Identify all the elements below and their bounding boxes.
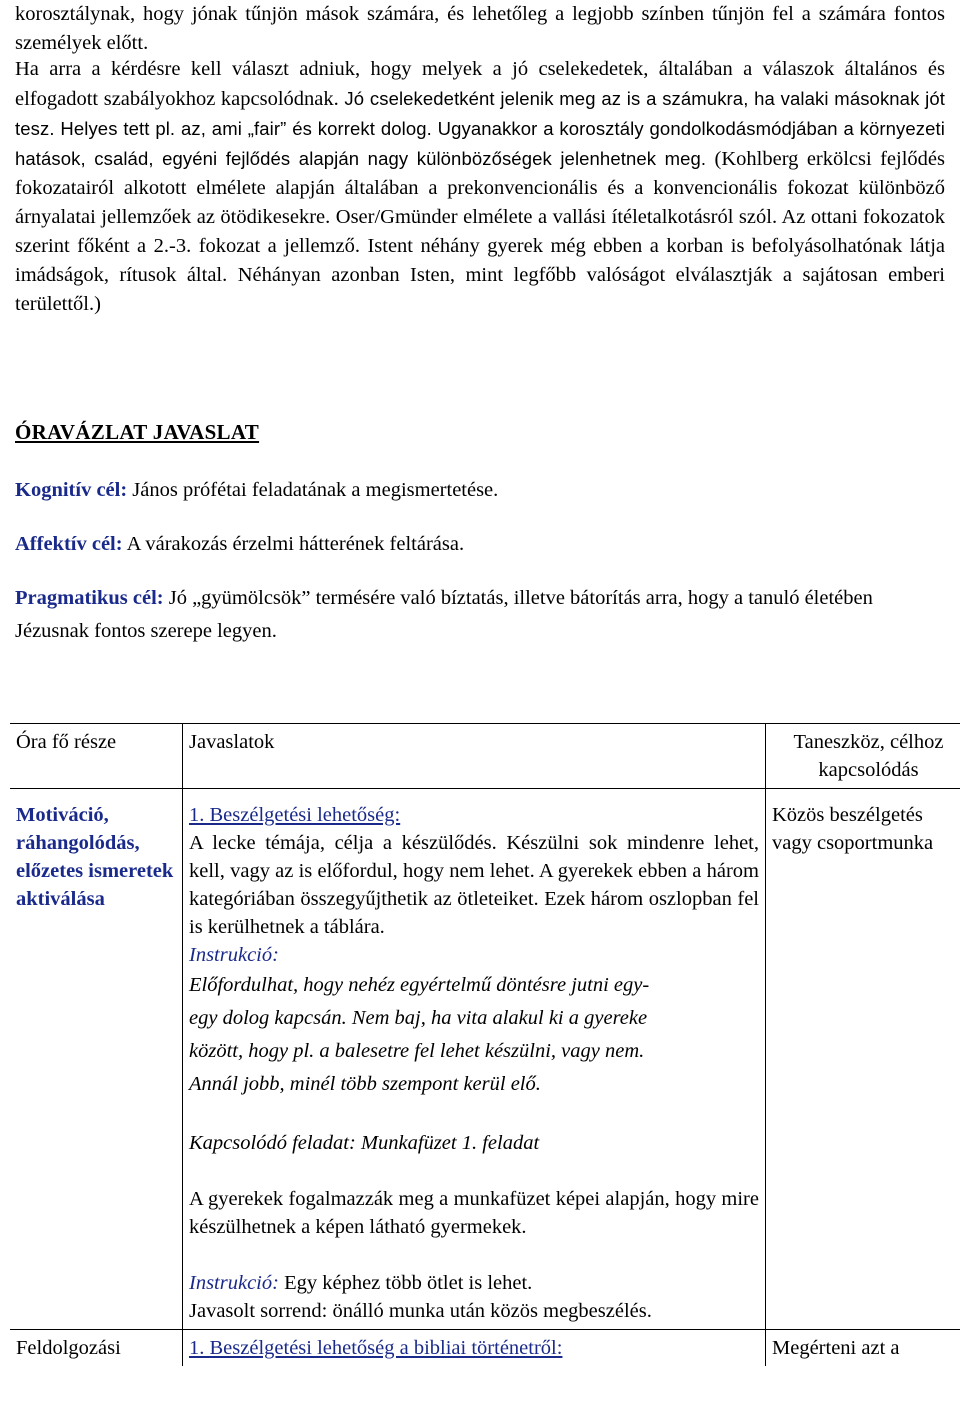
header-suggestions: Javaslatok [183, 724, 766, 789]
instruction-line-2: egy dolog kapcsán. Nem baj, ha vita alakul ki a gyereke [189, 1007, 648, 1029]
intro-text-2a: Ha arra a kérdésre kell választ adniuk, hogy melyek a jó cselekedetek, általában a válaszok általános és elfogadott szabályokhoz kapcsolódnak. [15, 58, 945, 110]
suggestions-motivation [183, 789, 766, 1330]
discussion-title: 1. Beszélgetési lehetőség: [189, 804, 401, 826]
intro-text-2c: (Kohlberg erkölcsi fejlődés fokozatairól alkotott elmélete alapján általában a prekonvencionális és a konvencionális fokozat különböző árnyalatai jellemzőek az ötödikesekre. Oser/Gmünder elmélete a vallási ítéletalkotásról szól. Az ottani fokozatok szerint főként a 2.-3. fokozat a jellemző. Istent néhány gyerek még ebben a korban is befolyásolhatónak látja imádságok, rítusok által. Néhányan azonban Isten, mint legfőbb valóságot elválasztják a sajátosan emberi területtől.) [15, 148, 946, 315]
instruction-line-1: Előfordulhat, hogy nehéz egyértelmű döntésre jutni egy- [189, 974, 650, 996]
related-task: Kapcsolódó feladat: Munkafüzet 1. feladat [189, 1132, 540, 1154]
suggested-order: Javasolt sorrend: önálló munka után közös megbeszélés. [189, 1300, 652, 1322]
intro-text-1: korosztálynak, hogy jónak tűnjön mások számára, és lehetőleg a legjobb színben tűnjön fel a számára fontos személyek előtt. [15, 3, 945, 54]
table-row [10, 1330, 960, 1367]
table-row [10, 789, 960, 1330]
suggestions-processing: 1. Beszélgetési lehetőség a bibliai történetről: [183, 1330, 766, 1367]
instruction-line-3: között, hogy pl. a balesetre fel lehet készülni, vagy nem. [189, 1040, 645, 1062]
goal-pragmatic-text: Jó „gyümölcsök” termésére való bíztatás, illetve bátorítás arra, hogy a tanuló életében Jézusnak fontos szerepe legyen. [15, 587, 873, 642]
instruction-label: Instrukció: [189, 944, 279, 966]
goal-pragmatic [15, 582, 945, 648]
goal-cognitive-text: János prófétai feladatának a megismertetése. [132, 479, 499, 501]
goal-cognitive [15, 474, 945, 507]
header-tools: Taneszköz, célhoz kapcsolódás [766, 724, 960, 789]
intro-paragraph-1 [15, 0, 945, 58]
goal-affective-text: A várakozás érzelmi hátterének feltárása. [126, 533, 465, 555]
instruction-2: Instrukció: Egy képhez több ötlet is lehet. [189, 1272, 533, 1294]
intro-paragraph-2 [15, 55, 945, 319]
section-heading: ÓRAVÁZLAT JAVASLAT [15, 420, 260, 444]
lesson-plan-table [10, 723, 960, 1366]
table-header-row [10, 724, 960, 789]
related-task-text: A gyerekek fogalmazzák meg a munkafüzet képei alapján, hogy mire készülhetnek a képen látható gyermekek. [189, 1188, 759, 1238]
goal-affective-label: Affektív cél: [15, 533, 123, 555]
instruction-line-4: Annál jobb, minél több szempont kerül elő. [189, 1073, 541, 1095]
discussion-text: A lecke témája, célja a készülődés. Készülni sok mindenre lehet, kell, vagy az is előfordul, hogy nem lehet. A gyerekek ebben a három kategóriában összegyűjthetik az ötleteiket. Ezek három oszlopban fel is kerülhetnek a táblára. [189, 832, 759, 938]
goal-pragmatic-label: Pragmatikus cél: [15, 587, 164, 609]
goal-affective [15, 528, 945, 561]
tools-motivation: Közös beszélgetés vagy csoportmunka [772, 804, 934, 854]
tools-processing: Megérteni azt a [766, 1330, 960, 1367]
goal-cognitive-label: Kognitív cél: [15, 479, 128, 501]
header-part: Óra fő része [10, 724, 183, 789]
intro-text-2b: Jó cselekedetként jelenik meg az is a számukra, ha valaki másoknak jót tesz. Helyes tett pl. az, ami „fair” és korrekt dolog. Ugyanakkor a korosztály gondolkodásmódjában a környezeti hatások, család, egyéni fejlődés alapján nagy különbözőségek jelenhetnek meg. [15, 88, 945, 169]
part-motivation: Motiváció, ráhangolódás, előzetes ismeretek aktiválása [10, 789, 183, 1330]
part-processing: Feldolgozási [10, 1330, 183, 1367]
